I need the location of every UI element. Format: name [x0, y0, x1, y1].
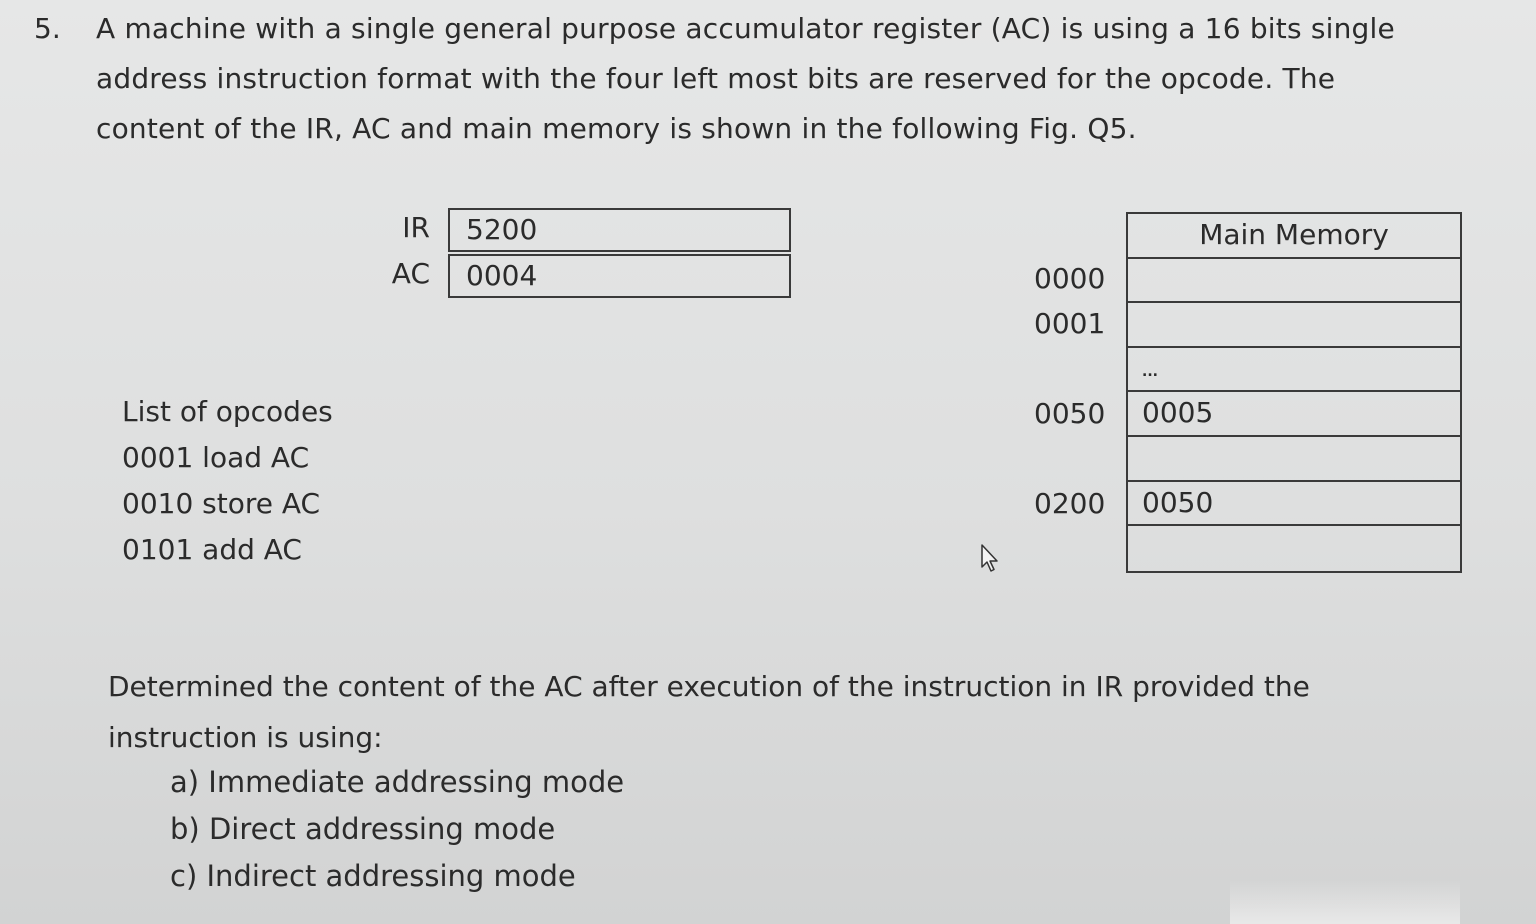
memory-cell: 0005 — [1128, 392, 1460, 437]
photo-glare — [1230, 880, 1460, 924]
instruction-line-1: Determined the content of the AC after execution of the instruction in IR provided the — [108, 670, 1310, 703]
memory-address: 0050 — [1034, 397, 1106, 430]
opcodes-title: List of opcodes — [122, 395, 333, 428]
option-a: a) Immediate addressing mode — [170, 765, 625, 799]
memory-address: 0200 — [1034, 487, 1106, 520]
memory-cell: 0050 — [1128, 482, 1460, 527]
opcode-item: 0101 add AC — [122, 533, 302, 566]
option-b: b) Direct addressing mode — [170, 812, 556, 846]
question-number: 5. — [34, 12, 61, 45]
memory-cell-ellipsis: ... — [1128, 348, 1460, 393]
question-line-2: address instruction format with the four left most bits are reserved for the opcode. The — [96, 62, 1336, 95]
ir-label: IR — [402, 211, 430, 244]
memory-address: 0000 — [1034, 262, 1106, 295]
memory-cell — [1128, 303, 1460, 348]
memory-cell — [1128, 526, 1460, 571]
ir-value-box: 5200 — [448, 208, 791, 252]
memory-cell — [1128, 259, 1460, 304]
question-line-1: A machine with a single general purpose accumulator register (AC) is using a 16 bits single — [96, 12, 1395, 45]
memory-cell — [1128, 437, 1460, 482]
memory-address: 0001 — [1034, 307, 1106, 340]
main-memory-title: Main Memory — [1128, 214, 1460, 259]
instruction-line-2: instruction is using: — [108, 721, 383, 754]
question-line-3: content of the IR, AC and main memory is shown in the following Fig. Q5. — [96, 112, 1137, 145]
ac-label: AC — [391, 257, 430, 290]
option-c: c) Indirect addressing mode — [170, 859, 576, 893]
opcode-item: 0001 load AC — [122, 441, 310, 474]
main-memory-table — [1126, 212, 1462, 573]
mouse-pointer-icon — [980, 543, 1002, 577]
opcode-item: 0010 store AC — [122, 487, 321, 520]
ac-value-box: 0004 — [448, 254, 791, 298]
